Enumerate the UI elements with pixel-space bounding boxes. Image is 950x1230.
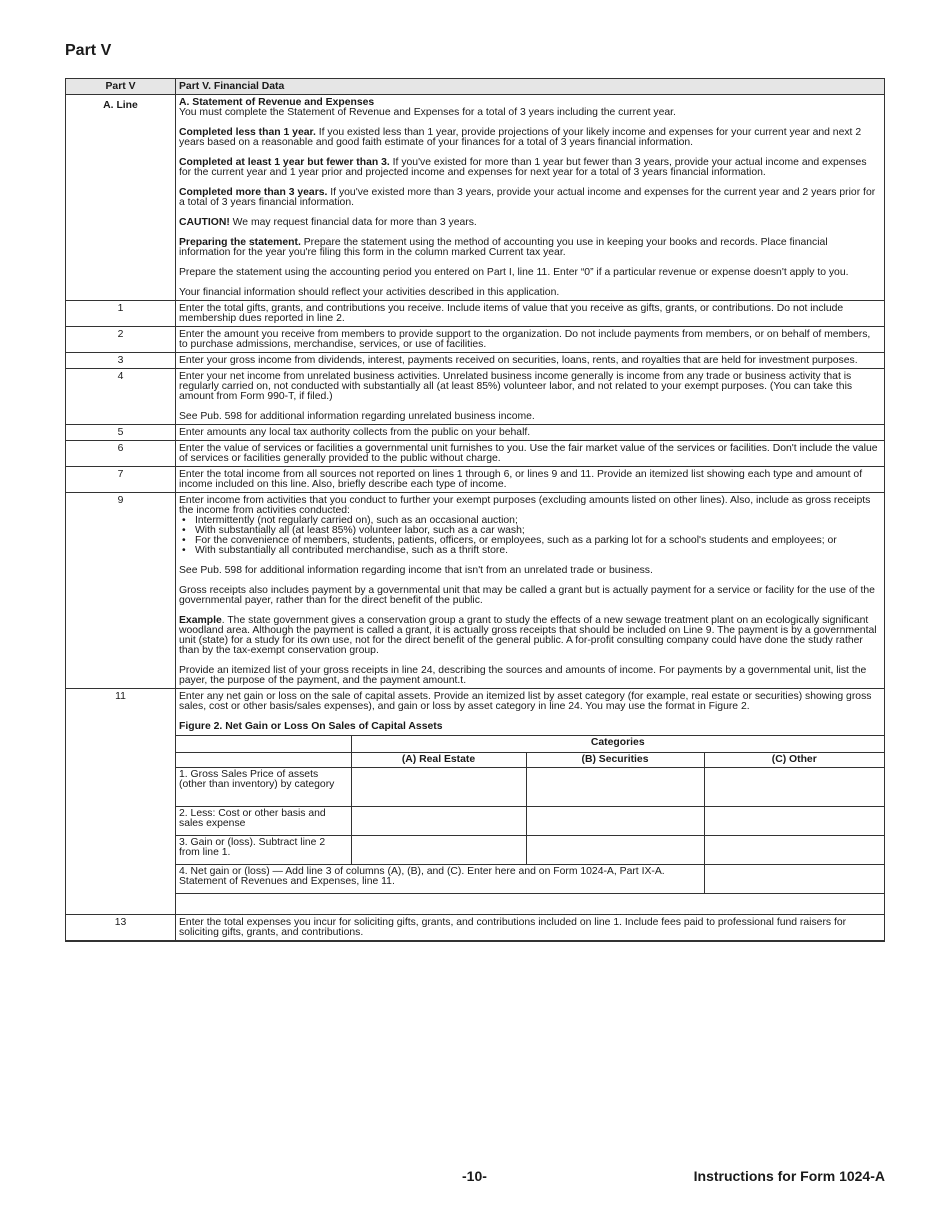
caution-lead: CAUTION!	[179, 217, 230, 228]
line-7-text: Enter the total income from all sources not reported on lines 1 through 6, or lines 9 and 11. Provide an itemized list showing each type and amount of income included on this line. Also, briefly describe each type of income.	[176, 467, 885, 493]
line-number: 13	[66, 915, 176, 942]
section-a-para-2	[179, 158, 881, 178]
caution-text: We may request financial data for more than 3 years.	[229, 217, 477, 228]
line-9-example	[179, 616, 881, 656]
cell-real-estate-1	[351, 768, 526, 807]
line-6-text: Enter the value of services or facilities a governmental unit furnishes to you. Use the fair market value of the services or facilities. Don't include the value of services or facilities generally provided to the public without charge.	[176, 441, 885, 467]
row-net-gain-label: 4. Net gain or (loss) — Add line 3 of columns (A), (B), and (C). Enter here and on Form 1024-A, Part IX-A. Statement of Revenues and Expenses, line 11.	[176, 865, 704, 894]
line-4-text: Enter your net income from unrelated business activities. Unrelated business income generally is income from any trade or business activity that is regularly carried on, not conducted with substantially all (at least 85%) volunteer labor, and not related to your exempt purposes. (You can take this amount from Form 990-T, if filed.)	[179, 371, 853, 402]
section-a-content	[176, 95, 885, 301]
line-9-gross: Gross receipts also includes payment by a governmental unit that may be called a grant but is actually payment for a service or facility for the use of the governmental payer, rather than for the direct benefit of the public.	[179, 585, 875, 606]
col-securities: (B) Securities	[526, 753, 704, 768]
line-1-text: Enter the total gifts, grants, and contributions you receive. Include items of value that you receive as gifts, grants, or contributions. Do not include membership dues reported in line 2.	[176, 301, 885, 327]
figure-blank-row	[176, 894, 884, 915]
line-2-text: Enter the amount you receive from members to provide support to the organization. Do not include payments from members, or on behalf of members, to purchase admissions, merchandise, services, or use of facilities.	[176, 327, 885, 353]
footer-form-title: Instructions for Form 1024-A	[693, 1168, 885, 1184]
table-row	[66, 369, 885, 425]
section-a-para-7: Your financial information should reflect your activities described in this application.	[179, 287, 560, 298]
preparing-text: Prepare the statement using the method of accounting you use in keeping your books and records. Place financial information for the year you're filing this form in the column marked Current tax year.	[179, 237, 828, 258]
list-item: • With substantially all (at least 85%) volunteer labor, such as a car wash;	[195, 526, 881, 536]
line-11-content	[176, 689, 885, 915]
cell-securities-1	[526, 768, 704, 807]
line-4-note: See Pub. 598 for additional information regarding unrelated business income.	[179, 411, 535, 422]
table-row	[66, 441, 885, 467]
cell-securities-2	[526, 807, 704, 836]
figure-2-title: Figure 2. Net Gain or Loss On Sales of Capital Assets	[179, 721, 443, 732]
section-a-caution	[179, 218, 881, 228]
para-1-text: If you existed less than 1 year, provide projections of your likely income and expenses for your current year and next 2 years based on a reasonable and good faith estimate of your finances for a total of 3 years financial information.	[179, 127, 862, 148]
header-col-title: Part V. Financial Data	[176, 79, 885, 95]
figure-category-row	[176, 736, 884, 753]
row-gross-sales-label: 1. Gross Sales Price of assets (other than inventory) by category	[176, 768, 351, 807]
example-lead: Example	[179, 615, 222, 626]
para-1-lead: Completed less than 1 year.	[179, 127, 316, 138]
line-number: 1	[66, 301, 176, 327]
cell-real-estate-2	[351, 807, 526, 836]
figure-row	[176, 807, 884, 836]
line-number: 9	[66, 493, 176, 689]
line-number: 4	[66, 369, 176, 425]
figure-2-table	[176, 735, 884, 914]
figure-row	[176, 768, 884, 807]
example-text: . The state government gives a conservation group a grant to study the effects of a new sewage treatment plant on an ecologically significant woodland area. Although the payment is called a grant, it is actually gross receipts that should be included on Line 9. The payment is by a governmental unit (state) for a study for its own use, not for the direct benefit of the general public. A for-profit consulting company could have done the study rather than by the tax-exempt conservation group.	[179, 615, 877, 656]
cell-other-2	[704, 807, 884, 836]
line-11-text: Enter any net gain or loss on the sale of capital assets. Provide an itemized list by asset category (for example, real estate or securities) showing gross sales, cost or other basis/sales expenses), and gain or loss by asset category in line 24. You may use the format in Figure 2.	[179, 691, 872, 712]
line-number: 3	[66, 353, 176, 369]
line-4-content	[176, 369, 885, 425]
cell-other-3	[704, 836, 884, 865]
para-3-lead: Completed more than 3 years.	[179, 187, 328, 198]
header-col-part: Part V	[66, 79, 176, 95]
preparing-lead: Preparing the statement.	[179, 237, 301, 248]
line-3-text: Enter your gross income from dividends, interest, payments received on securities, loans, rents, and royalties that are held for investment purposes.	[176, 353, 885, 369]
para-3-text: If you've existed more than 3 years, provide your actual income and expenses for the current year and 2 years prior for a total of 3 years financial information.	[179, 187, 876, 208]
row-cost-label: 2. Less: Cost or other basis and sales expense	[176, 807, 351, 836]
table-row	[66, 353, 885, 369]
col-real-estate: (A) Real Estate	[351, 753, 526, 768]
line-9-content	[176, 493, 885, 689]
table-row	[66, 689, 885, 915]
figure-row	[176, 865, 884, 894]
line-number: 5	[66, 425, 176, 441]
line-number: 11	[66, 689, 176, 915]
section-a-para-6: Prepare the statement using the accounting period you entered on Part I, line 11. Enter “0” if a particular revenue or expense doesn't apply to you.	[179, 267, 849, 278]
section-a-title: A. Statement of Revenue and Expenses	[179, 97, 375, 108]
section-a-title-block	[179, 98, 881, 118]
para-2-text: If you've existed for more than 1 year but fewer than 3 years, provide your actual income and expenses for the current year and 1 year prior and projected income and expenses for next year for a total of 3 years financial information.	[179, 157, 867, 178]
categories-header: Categories	[351, 736, 884, 753]
table-row	[66, 327, 885, 353]
list-item: • For the convenience of members, students, patients, officers, or employees, such as a parking lot for a school's students and employees; or	[195, 536, 881, 546]
list-item: • Intermittently (not regularly carried on), such as an occasional auction;	[195, 516, 881, 526]
line-9-itemized: Provide an itemized list of your gross receipts in line 24, describing the sources and amounts of income. For payments by a governmental unit, list the payer, the purpose of the payment, and the payment amount.t.	[179, 665, 867, 686]
row-gain-label: 3. Gain or (loss). Subtract line 2 from line 1.	[176, 836, 351, 865]
line-number: 6	[66, 441, 176, 467]
page-number: -10-	[462, 1168, 487, 1184]
line-9-note: See Pub. 598 for additional information regarding income that isn't from an unrelated trade or business.	[179, 565, 653, 576]
section-a-para-3	[179, 188, 881, 208]
para-2-lead: Completed at least 1 year but fewer than 3.	[179, 157, 390, 168]
cell-real-estate-3	[351, 836, 526, 865]
figure-row	[176, 836, 884, 865]
cell-other-1	[704, 768, 884, 807]
section-a-line-label: A. Line	[66, 95, 176, 301]
line-9-text: Enter income from activities that you conduct to further your exempt purposes (excluding amounts listed on other lines). Also, include as gross receipts the income from activities conducted:	[179, 495, 871, 516]
section-a-intro: You must complete the Statement of Revenue and Expenses for a total of 3 years including the current year.	[179, 107, 676, 118]
table-header-row	[66, 79, 885, 95]
table-row	[66, 467, 885, 493]
section-a-row	[66, 95, 885, 301]
line-5-text: Enter amounts any local tax authority collects from the public on your behalf.	[176, 425, 885, 441]
cell-securities-3	[526, 836, 704, 865]
table-row	[66, 301, 885, 327]
line-number: 7	[66, 467, 176, 493]
table-row	[66, 493, 885, 689]
list-item: • With substantially all contributed merchandise, such as a thrift store.	[195, 546, 881, 556]
section-a-preparing	[179, 238, 881, 258]
line-number: 2	[66, 327, 176, 353]
line-13-text: Enter the total expenses you incur for soliciting gifts, grants, and contributions included on line 1. Include fees paid to professional fund raisers for soliciting gifts, grants, and contributions.	[176, 915, 885, 942]
table-row	[66, 425, 885, 441]
cell-net-gain-total	[704, 865, 884, 894]
figure-column-head-row	[176, 753, 884, 768]
financial-data-table	[65, 78, 885, 942]
line-9-bullet-list	[179, 516, 881, 556]
section-a-para-1	[179, 128, 881, 148]
page-heading: Part V	[65, 42, 112, 59]
col-other: (C) Other	[704, 753, 884, 768]
table-row	[66, 915, 885, 942]
